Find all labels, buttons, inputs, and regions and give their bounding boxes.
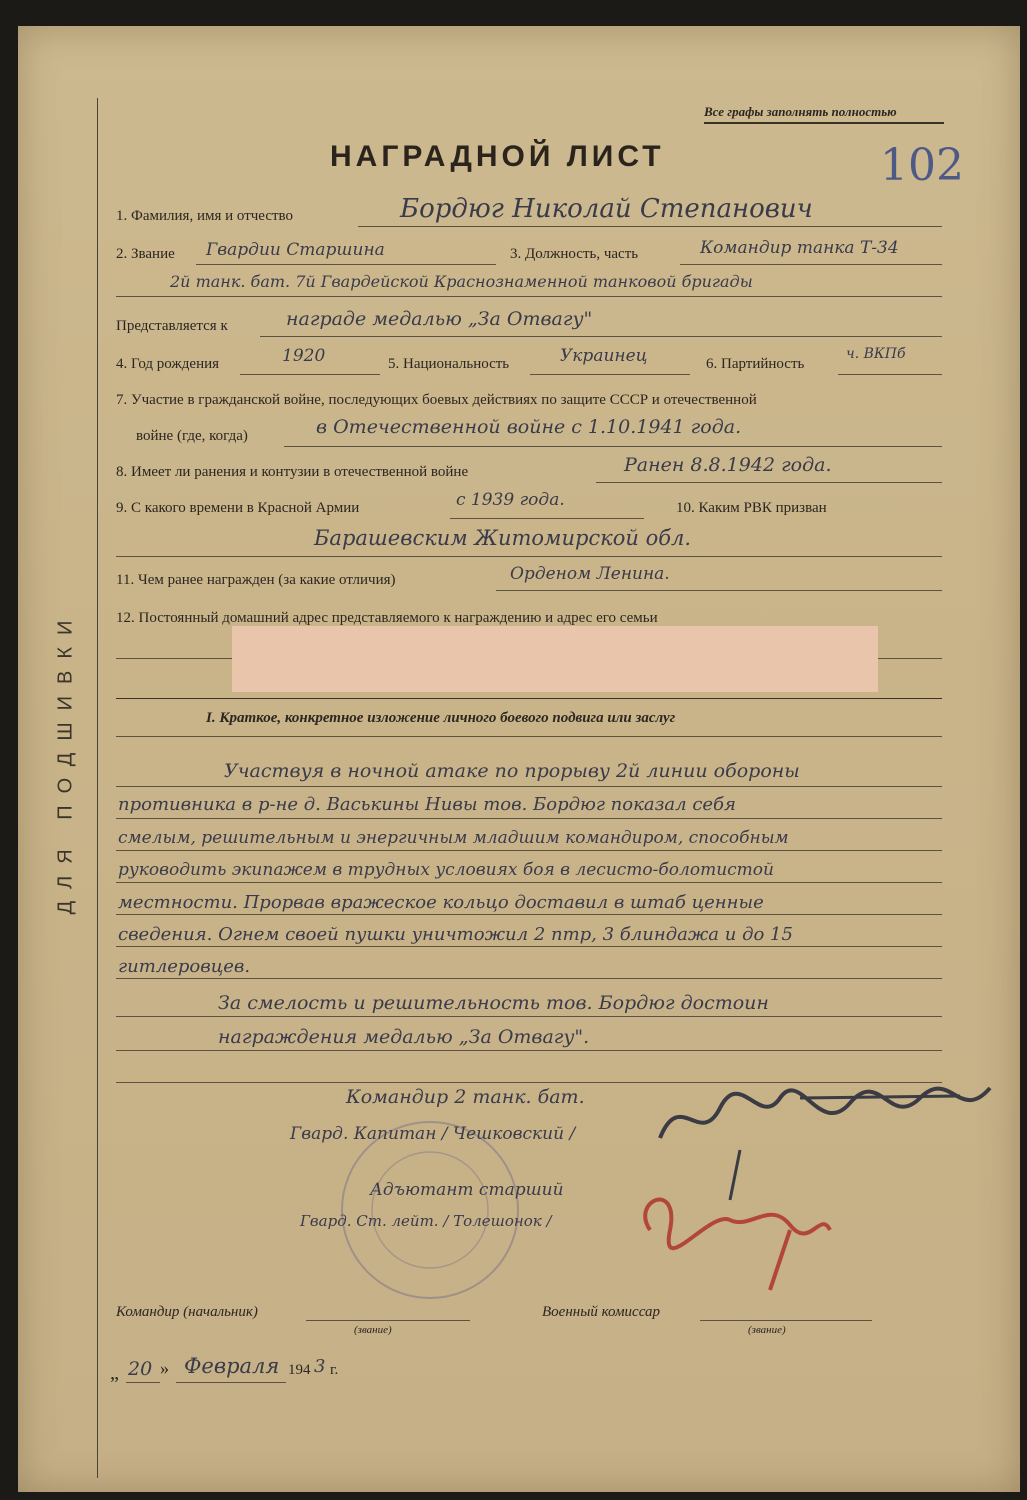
section-divider bbox=[116, 698, 942, 699]
field-1-line bbox=[358, 226, 942, 227]
ruled-line bbox=[116, 978, 942, 979]
binding-margin bbox=[46, 590, 90, 950]
ruled-line bbox=[116, 882, 942, 883]
field-9-line bbox=[450, 518, 644, 519]
adjutant-signature bbox=[620, 1140, 850, 1300]
field-4-label: 4. Год рождения bbox=[116, 356, 220, 372]
date-day-line bbox=[126, 1382, 160, 1383]
date-month-line bbox=[176, 1382, 286, 1383]
commissar-label: Военный комиссар bbox=[542, 1304, 660, 1320]
adjutant-title: Адъютант старший bbox=[370, 1180, 564, 1200]
field-10-label: 10. Каким РВК призван bbox=[676, 500, 827, 516]
field-11-label: 11. Чем ранее награжден (за какие отличия) bbox=[116, 572, 396, 588]
field-5-value: Украинец bbox=[560, 346, 648, 366]
field-5-line bbox=[530, 374, 690, 375]
field-2-label: 2. Звание bbox=[116, 246, 175, 262]
field-9-value: с 1939 года. bbox=[456, 490, 565, 510]
narrative-line: местности. Прорвав вражеское кольцо доставил в штаб ценные bbox=[118, 892, 764, 913]
date-g: г. bbox=[330, 1362, 339, 1378]
field-6-value: ч. ВКПб bbox=[846, 346, 906, 362]
field-4-line bbox=[240, 374, 380, 375]
field-2-value: Гвардии Старшина bbox=[206, 240, 385, 260]
field-7-line bbox=[284, 446, 942, 447]
adjutant-name: Гвард. Ст. лейт. / Толешонок / bbox=[300, 1212, 552, 1230]
binding-label: ДЛЯ ПОДШИВКИ bbox=[54, 608, 77, 915]
field-7-label: 7. Участие в гражданской войне, последующих боевых действиях по защите СССР и отечественной bbox=[116, 392, 757, 408]
field-1-value: Бордюг Николай Степанович bbox=[400, 194, 813, 224]
field-10-line bbox=[116, 556, 942, 557]
date-quote-close: » bbox=[160, 1358, 169, 1378]
ruled-line bbox=[116, 914, 942, 915]
present-label: Представляется к bbox=[116, 318, 228, 334]
field-3-line-2 bbox=[116, 296, 942, 297]
narrative-line: награждения медалью „За Отвагу". bbox=[218, 1026, 590, 1048]
field-9-label: 9. С какого времени в Красной Армии bbox=[116, 500, 360, 516]
field-4-value: 1920 bbox=[282, 346, 326, 366]
address-redaction bbox=[232, 626, 878, 692]
commander-line bbox=[306, 1320, 470, 1321]
field-8-label: 8. Имеет ли ранения и контузии в отечественной войне bbox=[116, 464, 469, 480]
field-6-line bbox=[838, 374, 942, 375]
date-month: Февраля bbox=[184, 1354, 280, 1378]
section-title-underline bbox=[116, 736, 942, 737]
narrative-line: сведения. Огнем своей пушки уничтожил 2 птр, 3 блиндажа и до 15 bbox=[118, 924, 793, 945]
field-12-label: 12. Постоянный домашний адрес представляемого к награждению и адрес его семьи bbox=[116, 610, 658, 626]
narrative-line: Участвуя в ночной атаке по прорыву 2й линии обороны bbox=[224, 760, 800, 782]
date-year-prefix: 194 bbox=[288, 1362, 311, 1378]
commander-label: Командир (начальник) bbox=[116, 1304, 258, 1320]
field-3-line bbox=[680, 264, 942, 265]
field-3-label: 3. Должность, часть bbox=[510, 246, 639, 262]
ruled-line bbox=[116, 1050, 942, 1051]
field-11-value: Орденом Ленина. bbox=[510, 564, 670, 584]
field-7-value: в Отечественной войне с 1.10.1941 года. bbox=[316, 416, 742, 438]
field-1-label: 1. Фамилия, имя и отчество bbox=[116, 208, 294, 224]
stamp-number: 102 bbox=[880, 140, 964, 191]
ruled-line bbox=[116, 946, 942, 947]
fill-all-notice: Все графы заполнять полностью bbox=[704, 104, 897, 119]
ruled-line bbox=[116, 1016, 942, 1017]
field-2-line bbox=[196, 264, 496, 265]
field-5-label: 5. Национальность bbox=[388, 356, 510, 372]
field-6-label: 6. Партийность bbox=[706, 356, 805, 372]
present-line bbox=[260, 336, 942, 337]
notice-underline bbox=[704, 122, 944, 124]
field-8-line bbox=[596, 482, 942, 483]
present-value: награде медалью „За Отвагу" bbox=[286, 308, 593, 330]
document-title: НАГРАДНОЙ ЛИСТ bbox=[330, 140, 665, 173]
ruled-line bbox=[116, 850, 942, 851]
section-title: I. Краткое, конкретное изложение личного боевого подвига или заслуг bbox=[206, 710, 676, 726]
field-8-value: Ранен 8.8.1942 года. bbox=[624, 454, 832, 476]
narrative-line: смелым, решительным и энергичным младшим командиром, способным bbox=[118, 828, 789, 848]
narrative-line: гитлеровцев. bbox=[118, 956, 251, 977]
narrative-line: руководить экипажем в трудных условиях боя в лесисто-болотистой bbox=[118, 860, 774, 880]
field-10-value: Барашевским Житомирской обл. bbox=[314, 526, 692, 550]
date-day: 20 bbox=[128, 1358, 153, 1380]
narrative-line: За смелость и решительность тов. Бордюг достоин bbox=[218, 992, 769, 1014]
commander-name: Гвард. Капитан / Чешковский / bbox=[290, 1124, 576, 1144]
narrative-line: противника в р-не д. Васькины Нивы тов. Бордюг показал себя bbox=[118, 794, 736, 815]
field-11-line bbox=[496, 590, 942, 591]
commissar-rank-label: (звание) bbox=[748, 1324, 786, 1336]
date-quote-open: „ bbox=[110, 1362, 119, 1384]
field-3-value: Командир танка Т-34 bbox=[700, 238, 899, 258]
date-year-suffix: 3 bbox=[314, 1356, 326, 1377]
commander-title: Командир 2 танк. бат. bbox=[346, 1086, 585, 1108]
commissar-line bbox=[700, 1320, 872, 1321]
field-7-label-2: войне (где, когда) bbox=[136, 428, 248, 444]
binding-margin-line bbox=[97, 98, 98, 1478]
ruled-line bbox=[116, 786, 942, 787]
commander-rank-label: (звание) bbox=[354, 1324, 392, 1336]
ruled-line bbox=[116, 818, 942, 819]
field-3-value-2: 2й танк. бат. 7й Гвардейской Краснознаменной танковой бригады bbox=[170, 272, 753, 291]
